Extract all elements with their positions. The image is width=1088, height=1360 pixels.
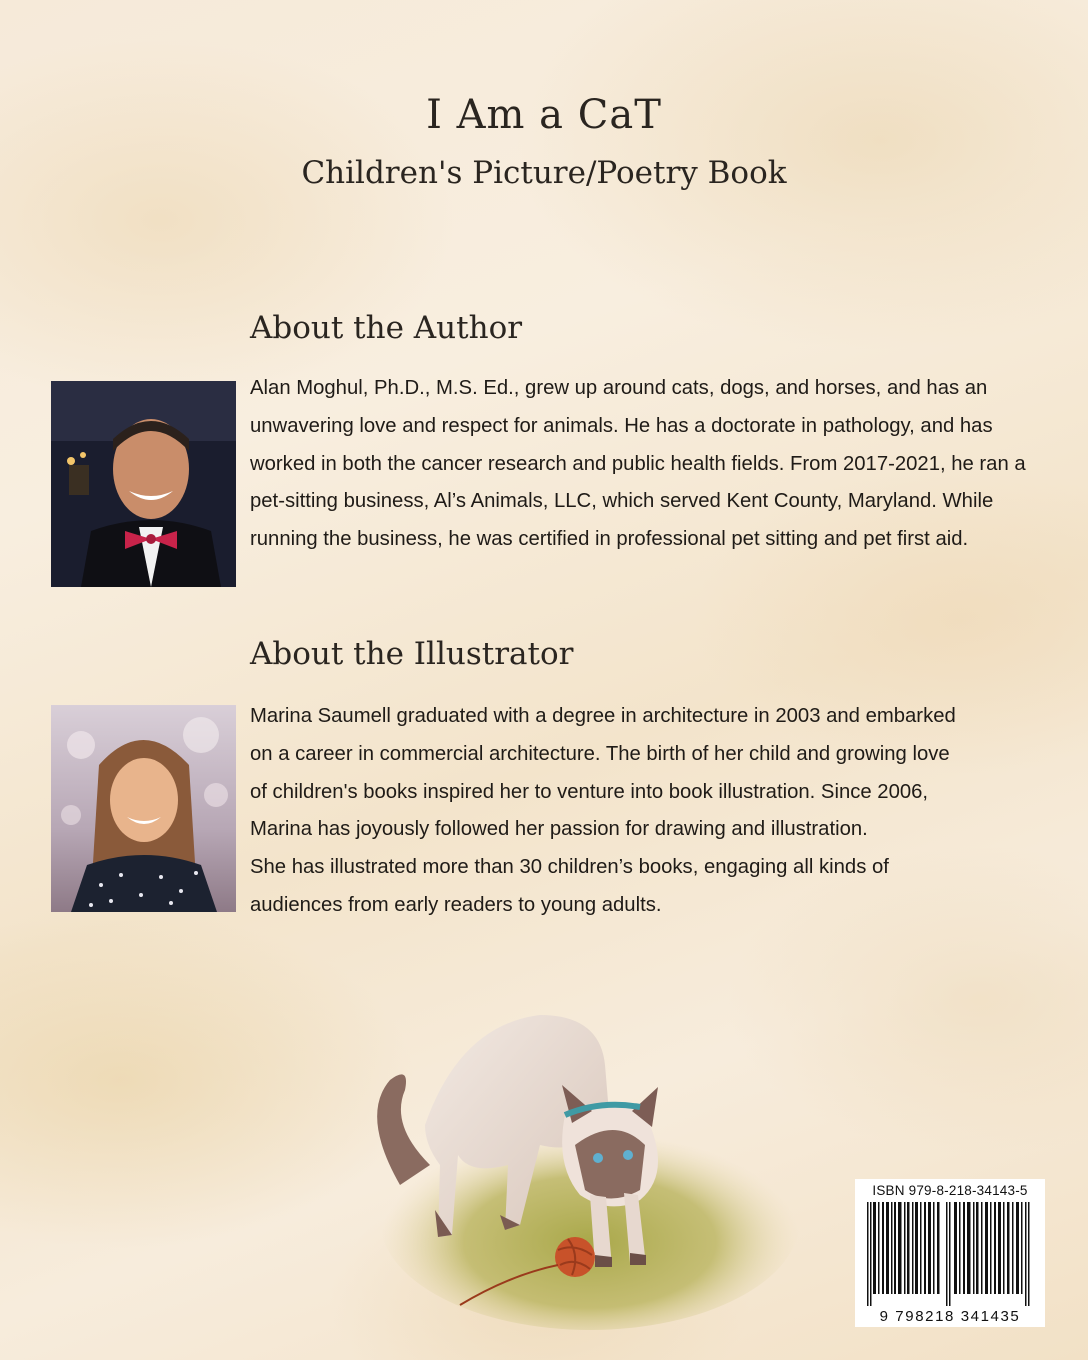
illustrator-photo xyxy=(51,705,236,912)
barcode-bars xyxy=(861,1202,1039,1306)
cat-illustration xyxy=(340,975,800,1360)
illustrator-bio-line: audiences from early readers to young adults. xyxy=(250,893,662,916)
author-photo xyxy=(51,381,236,587)
author-bio: Alan Moghul, Ph.D., M.S. Ed., grew up around cats, dogs, and horses, and has an unwavering love and respect for animals. He has a doctorate in pathology, and has worked in both the cancer research and public health fields. From 2017-2021, he ran a pet-sitting business, Al’s Animals, LLC, which served Kent County, Maryland. While running the business, he was certified in professional pet sitting and pet first aid. xyxy=(250,377,1026,551)
isbn-barcode xyxy=(855,1179,1045,1327)
illustrator-bio-line: Marina has joyously followed her passion for drawing and illustration. xyxy=(250,818,868,841)
author-heading: About the Author xyxy=(250,310,523,346)
isbn-label: ISBN 979-8-218-34143-5 xyxy=(872,1183,1028,1198)
illustrator-bio-line: on a career in commercial architecture. The birth of her child and growing love xyxy=(250,742,950,765)
illustrator-bio-line: of children's books inspired her to venture into book illustration. Since 2006, xyxy=(250,780,929,803)
barcode-digits: 9 798218 341435 xyxy=(861,1308,1039,1325)
illustrator-bio-line: She has illustrated more than 30 children’s books, engaging all kinds of xyxy=(250,856,889,879)
illustrator-bio-line: Marina Saumell graduated with a degree in architecture in 2003 and embarked xyxy=(250,705,956,727)
illustrator-heading: About the Illustrator xyxy=(250,636,574,672)
book-title: I Am a CaT xyxy=(426,92,662,138)
book-subtitle: Children's Picture/Poetry Book xyxy=(301,155,787,191)
illustrator-bio xyxy=(250,698,1030,925)
